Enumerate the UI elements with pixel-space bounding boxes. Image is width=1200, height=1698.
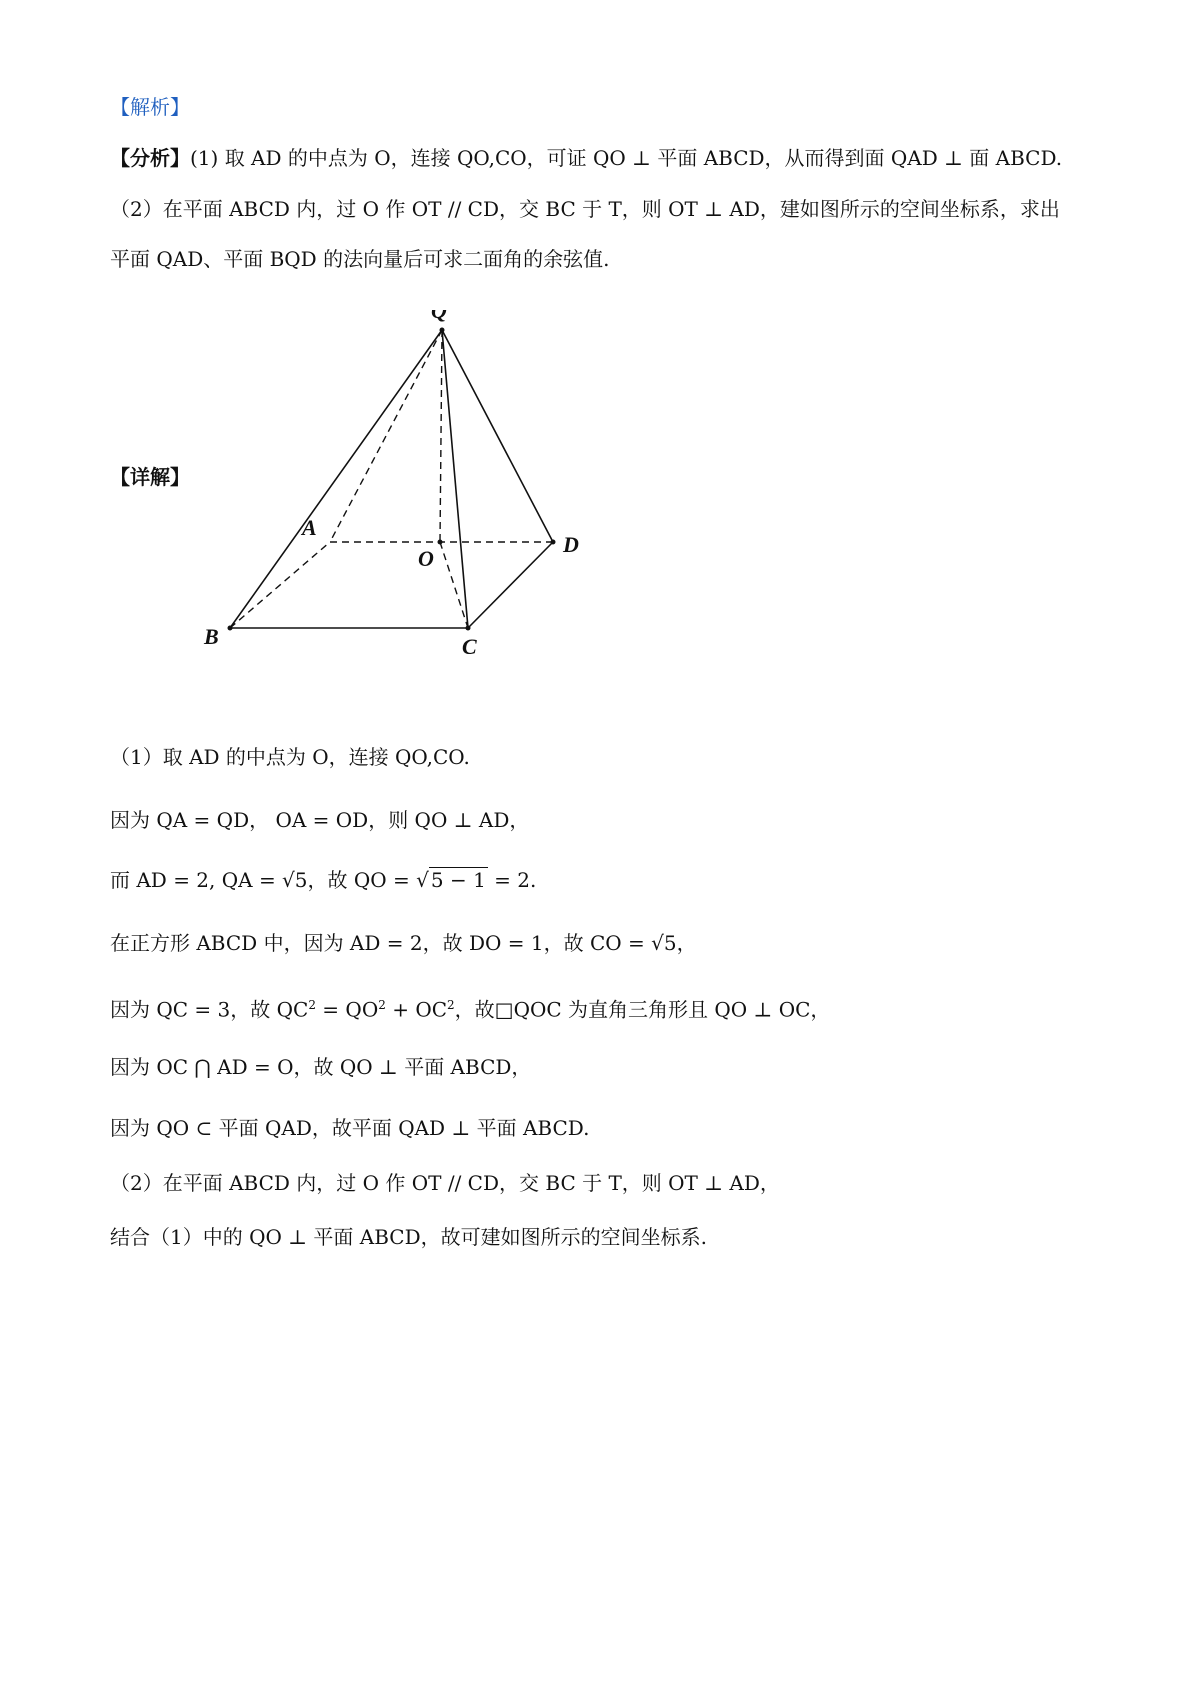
analysis-tag: 【分析】 [110,146,190,170]
detail-line-1: （1）取 AD 的中点为 O，连接 QO,CO. [110,745,470,769]
sup-2-c: 2 [447,998,455,1012]
edge-QA [330,330,442,542]
detail-line-3-pre: 而 AD = 2, QA = √5，故 QO = [110,868,417,892]
pyramid-figure [190,310,710,730]
detail-line-9: 结合（1）中的 QO ⊥ 平面 ABCD，故可建如图所示的空间坐标系. [110,1225,707,1249]
detail-line-8: （2）在平面 ABCD 内，过 O 作 OT // CD，交 BC 于 T，则 OT ⊥ AD， [110,1171,780,1195]
detail-line-5 [110,990,830,1025]
label-B: B [204,624,219,649]
analysis-line-1 [110,143,1062,173]
detail-line-5-mid2: + OC [385,997,448,1022]
sup-2-a: 2 [308,998,316,1012]
detail-line-5-pre: 因为 QC = 3，故 QC [110,997,309,1022]
edge-QB [230,330,442,628]
analysis-line-3: 平面 QAD、平面 BQD 的法向量后可求二面角的余弦值. [110,247,610,271]
section-title: 【解析】 [110,95,190,119]
analysis-text-1: (1) 取 AD 的中点为 O，连接 QO,CO，可证 QO ⊥ 平面 ABCD，从而得到面 QAD ⊥ 面 ABCD. [190,146,1063,170]
detail-line-3-post: = 2. [487,868,537,892]
edge-QC [442,330,468,628]
sup-2-b: 2 [378,998,386,1012]
analysis-line-2: （2）在平面 ABCD 内，过 O 作 OT // CD，交 BC 于 T，则 OT ⊥ AD，建如图所示的空间坐标系，求出 [110,197,1060,221]
label-A: A [302,515,317,540]
detail-tag: 【详解】 [110,465,190,489]
detail-line-3-sqrt: 5 − 1 [430,868,486,892]
edge-CD [468,542,553,628]
edge-QO [440,330,442,542]
pyramid-diagram [190,310,710,730]
detail-line-2: 因为 QA = QD， OA = OD，则 QO ⊥ AD， [110,808,530,832]
detail-line-5-mid1: = QO [315,997,379,1022]
label-C: C [462,634,477,659]
edge-QD [442,330,553,542]
detail-line-7: 因为 QO ⊂ 平面 QAD，故平面 QAD ⊥ 平面 ABCD. [110,1116,590,1140]
label-D: D [563,532,579,557]
label-O: O [418,546,434,571]
edge-BA [230,542,330,628]
detail-line-5-post: ，故□QOC 为直角三角形且 QO ⊥ OC， [454,997,831,1022]
label-Q: Q [431,310,447,323]
detail-line-4: 在正方形 ABCD 中，因为 AD = 2，故 DO = 1，故 CO = √5， [110,931,697,955]
detail-line-6: 因为 OC ⋂ AD = O，故 QO ⊥ 平面 ABCD， [110,1055,532,1079]
detail-line-3: 而 AD = 2, QA = √5，故 QO = √ 5 − 1 = 2. [110,868,537,892]
